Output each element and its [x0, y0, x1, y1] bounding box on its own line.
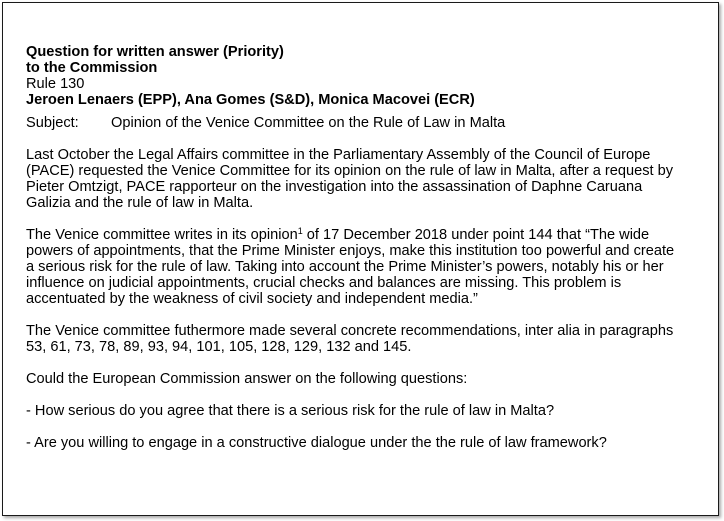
paragraph-opinion-quote: [26, 227, 706, 307]
question-item-1: [26, 403, 706, 419]
paragraph-background: [26, 147, 706, 211]
subject-text: Opinion of the Venice Committee on the Rule of Law in Malta: [111, 115, 506, 131]
question-text: - Are you willing to engage in a constructive dialogue under the the rule of law framework?: [26, 435, 607, 451]
paragraph-line: Pieter Omtzigt, PACE rapporteur on the investigation into the assassination of Daphne Caruana: [26, 179, 643, 195]
question-header: [26, 44, 706, 108]
paragraph-line: accentuated by the weakness of civil society and independent media.”: [26, 291, 478, 307]
paragraph-line: a serious risk for the rule of law. Taking into account the Prime Minister’s powers, notably his or her: [26, 259, 664, 275]
subject-row: [26, 115, 706, 131]
subject-label: Subject:: [26, 115, 79, 131]
rule-number: Rule 130: [26, 76, 85, 92]
question-item-2: [26, 435, 706, 451]
paragraph-line: Galizia and the rule of law in Malta.: [26, 195, 254, 211]
paragraph-line: powers of appointments, that the Prime Minister enjoys, make this institution too powerful and create: [26, 243, 675, 259]
opinion-intro: The Venice committee writes in its opinion: [26, 227, 298, 243]
paragraph-line: influence on judicial appointments, crucial checks and balances are missing. This problem is: [26, 275, 622, 291]
document-body: [26, 44, 706, 451]
document-frame: [2, 2, 719, 516]
question-text: - How serious do you agree that there is a serious risk for the rule of law in Malta?: [26, 403, 555, 419]
paragraph-line: (PACE) requested the Venice Committee for its opinion on the rule of law in Malta, after a request by: [26, 163, 674, 179]
paragraph-recommendations: [26, 323, 706, 355]
paragraph-line: 53, 61, 73, 78, 89, 93, 94, 101, 105, 128, 129, 132 and 145.: [26, 339, 412, 355]
paragraph-line: Last October the Legal Affairs committee in the Parliamentary Assembly of the Council of Europe: [26, 147, 651, 163]
question-type: Question for written answer (Priority): [26, 44, 284, 60]
addressee: to the Commission: [26, 60, 158, 76]
opinion-intro-rest: of 17 December 2018 under point 144 that “The wide: [302, 227, 650, 243]
paragraph-line: Could the European Commission answer on the following questions:: [26, 371, 468, 387]
paragraph-questions-intro: [26, 371, 706, 387]
footnote-marker: 1: [297, 226, 303, 236]
authors: Jeroen Lenaers (EPP), Ana Gomes (S&D), Monica Macovei (ECR): [26, 92, 475, 108]
paragraph-line: [26, 227, 706, 243]
paragraph-line: The Venice committee futhermore made several concrete recommendations, inter alia in paragraphs: [26, 323, 674, 339]
